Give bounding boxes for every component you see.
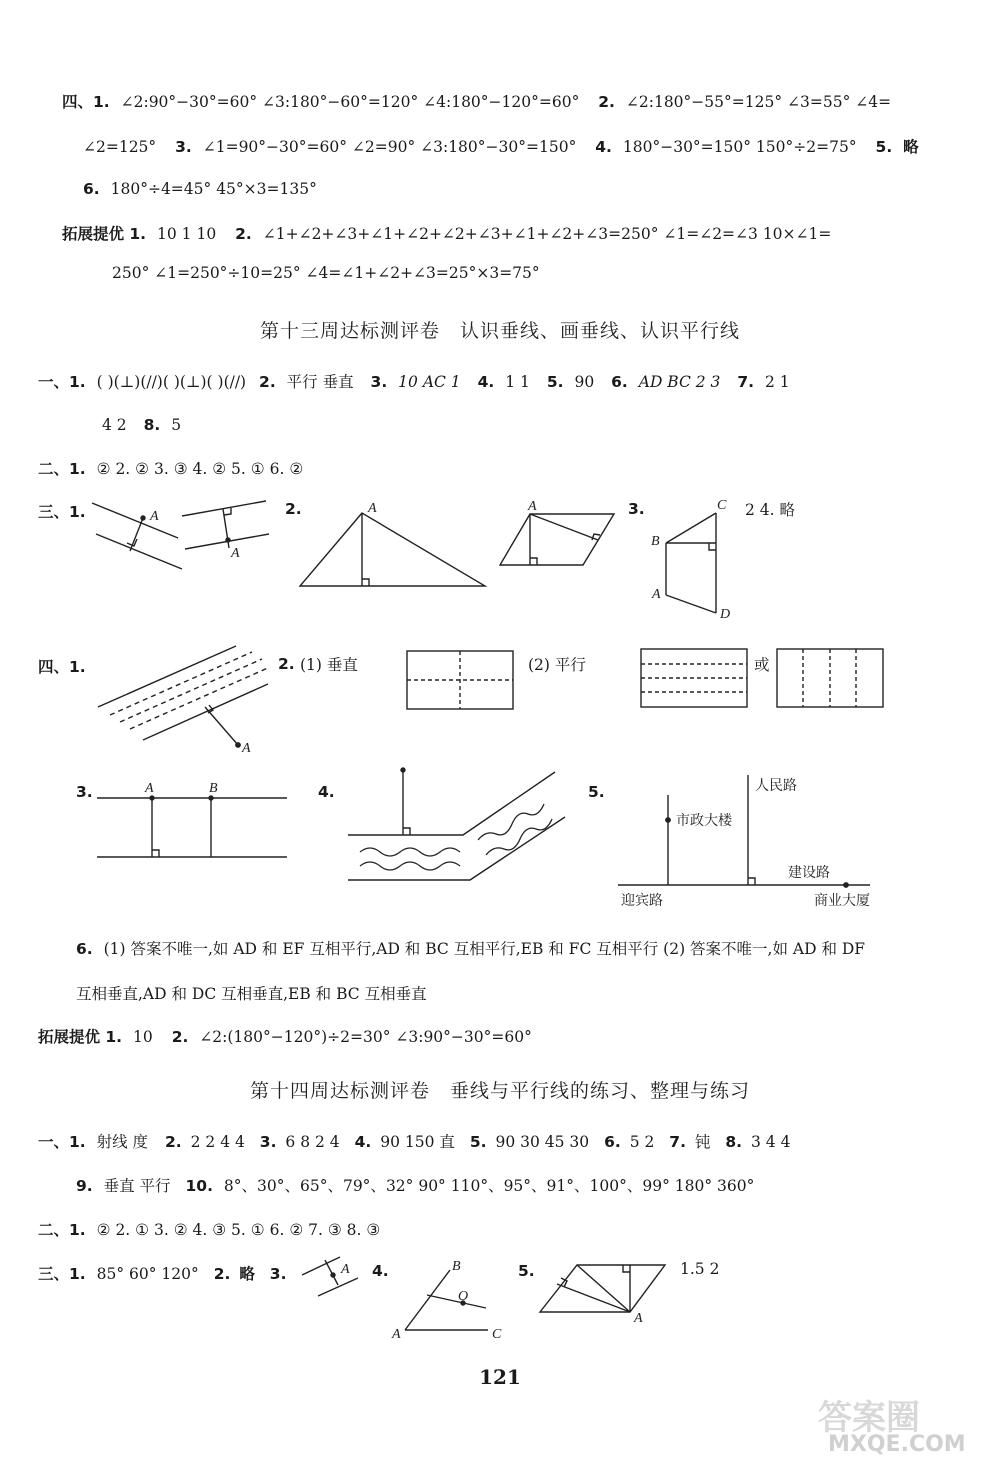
w13-fig-4-2-rect1 — [407, 651, 513, 709]
w13-fig-4-4-river — [348, 768, 565, 880]
label-B: B — [209, 781, 218, 796]
week13-part3-tail: 2 4. 略 — [745, 501, 796, 519]
week14-part3-q5: 5. — [518, 1262, 535, 1280]
week13-q6-line-1: 6. (1) 答案不唯一,如 AD 和 EF 互相平行,AD 和 BC 互相平行,EB 和 FC 互相平行 (2) 答案不唯一,如 AD 和 DF — [76, 940, 866, 958]
week14-part3-tail: 1.5 2 — [680, 1260, 720, 1278]
label-A: A — [392, 1327, 401, 1342]
label-B: B — [651, 534, 660, 549]
week13-part4-or: 或 — [754, 656, 770, 674]
week13-part4-q4: 4. — [318, 783, 335, 801]
w14-fig-3-3 — [302, 1257, 358, 1296]
week13-part4-q3: 3. — [76, 783, 93, 801]
section-4-line-2: ∠2=125° 3. ∠1=90°−30°=60° ∠2=90° ∠3:180°−30°=150° 4. 180°−30°=150° 150°÷2=75° 5. 略 — [83, 138, 919, 156]
label-C: C — [492, 1327, 502, 1342]
w13-fig-4-2-rect3 — [777, 649, 883, 707]
week14-part1-line-2: 9. 垂直 平行 10. 8°、30°、65°、79°、32° 90° 110°、95°、91°、100°、99° 180° 360° — [76, 1177, 755, 1195]
w13-fig-3-2-parallelogram — [500, 499, 614, 565]
label-A: A — [528, 499, 537, 514]
week13-part4-q2: 2. — [278, 655, 295, 673]
w13-fig-4-5-map — [618, 775, 870, 887]
extension-1-line-2: 250° ∠1=250°÷10=25° ∠4=∠1+∠2+∠3=25°×3=75° — [112, 264, 540, 282]
week13-part1-line-1: 一、1. ( )(⊥)(//)( )(⊥)( )(//) 2. 平行 垂直 3. 10 AC 1 4. 1 1 5. 90 6. AD BC 2 3 7. 2 1 — [38, 373, 790, 391]
label-A: A — [150, 509, 159, 524]
week13-part3-q3: 3. — [628, 500, 645, 518]
w14-fig-3-4 — [391, 1259, 502, 1342]
week14-part3: 三、1. 85° 60° 120° 2. 略 3. — [38, 1265, 287, 1283]
label-shizheng-building: 市政大楼 — [676, 813, 732, 829]
week13-part4-vertical-label: (1) 垂直 — [300, 656, 358, 674]
week14-title: 第十四周达标测评卷 垂线与平行线的练习、整理与练习 — [249, 1080, 750, 1102]
label-B: B — [452, 1259, 461, 1274]
label-A: A — [341, 1262, 350, 1277]
label-yingbin-road: 迎宾路 — [621, 893, 663, 909]
week13-q6-line-2: 互相垂直,AD 和 DC 互相垂直,EB 和 BC 互相垂直 — [76, 985, 427, 1003]
week13-part3-q2: 2. — [285, 500, 302, 518]
label-A: A — [231, 546, 240, 561]
section-4-line-3: 6. 180°÷4=45° 45°×3=135° — [83, 180, 317, 198]
w13-fig-4-1 — [98, 646, 270, 756]
label-renmin-road: 人民路 — [755, 778, 797, 794]
week14-part1-line-1: 一、1. 射线 度 2. 2 2 4 4 3. 6 8 2 4 4. 90 150 直 5. 90 30 45 30 6. 5 2 7. 钝 8. 3 4 4 — [38, 1133, 791, 1151]
label-A: A — [242, 741, 251, 756]
label-O: O — [458, 1289, 469, 1304]
label-A: A — [145, 781, 154, 796]
label-D: D — [720, 607, 731, 622]
week14-part2: 二、1. ② 2. ① 3. ② 4. ③ 5. ① 6. ② 7. ③ 8. ③ — [38, 1221, 381, 1239]
label-A: A — [634, 1311, 643, 1326]
week13-part4-parallel-label: (2) 平行 — [528, 656, 586, 674]
label-shangye-building: 商业大厦 — [814, 893, 870, 909]
label-A: A — [368, 501, 377, 516]
week14-part3-q4: 4. — [372, 1262, 389, 1280]
week13-part4-q5: 5. — [588, 783, 605, 801]
extension-2: 拓展提优 1. 10 2. ∠2:(180°−120°)÷2=30° ∠3:90°−30°=60° — [38, 1028, 532, 1046]
section-4-line-1: 四、1. ∠2:90°−30°=60° ∠3:180°−60°=120° ∠4:180°−120°=60° 2. ∠2:180°−55°=125° ∠3=55° ∠4= — [62, 93, 892, 111]
w14-fig-3-5 — [540, 1265, 665, 1326]
label-C: C — [717, 498, 727, 513]
week13-title: 第十三周达标测评卷 认识垂线、画垂线、认识平行线 — [259, 320, 740, 342]
w13-fig-4-2-rect2 — [641, 649, 747, 707]
w13-fig-3-1a — [92, 503, 182, 569]
w13-fig-4-3 — [97, 781, 287, 857]
page-number: 121 — [479, 1365, 521, 1389]
label-A: A — [652, 587, 661, 602]
week13-part3-label: 三、1. — [38, 503, 86, 521]
w13-fig-3-1b — [182, 501, 269, 561]
extension-1-line-1: 拓展提优 1. 10 1 10 2. ∠1+∠2+∠3+∠1+∠2+∠2+∠3+∠1+∠2+∠3=250° ∠1=∠2=∠3 10×∠1= — [62, 225, 832, 243]
label-jianshe-road: 建设路 — [788, 865, 830, 881]
week13-part2: 二、1. ② 2. ② 3. ③ 4. ② 5. ① 6. ② — [38, 460, 304, 478]
watermark-brand: 答案圈 — [818, 1398, 920, 1438]
watermark-site: MXQE.COM — [828, 1432, 966, 1457]
week13-part4-label: 四、1. — [38, 658, 86, 676]
w13-fig-3-2-triangle — [300, 501, 485, 586]
week13-part1-line-2: 4 2 8. 5 — [102, 416, 182, 434]
w13-fig-3-3-trapezoid — [651, 498, 730, 622]
